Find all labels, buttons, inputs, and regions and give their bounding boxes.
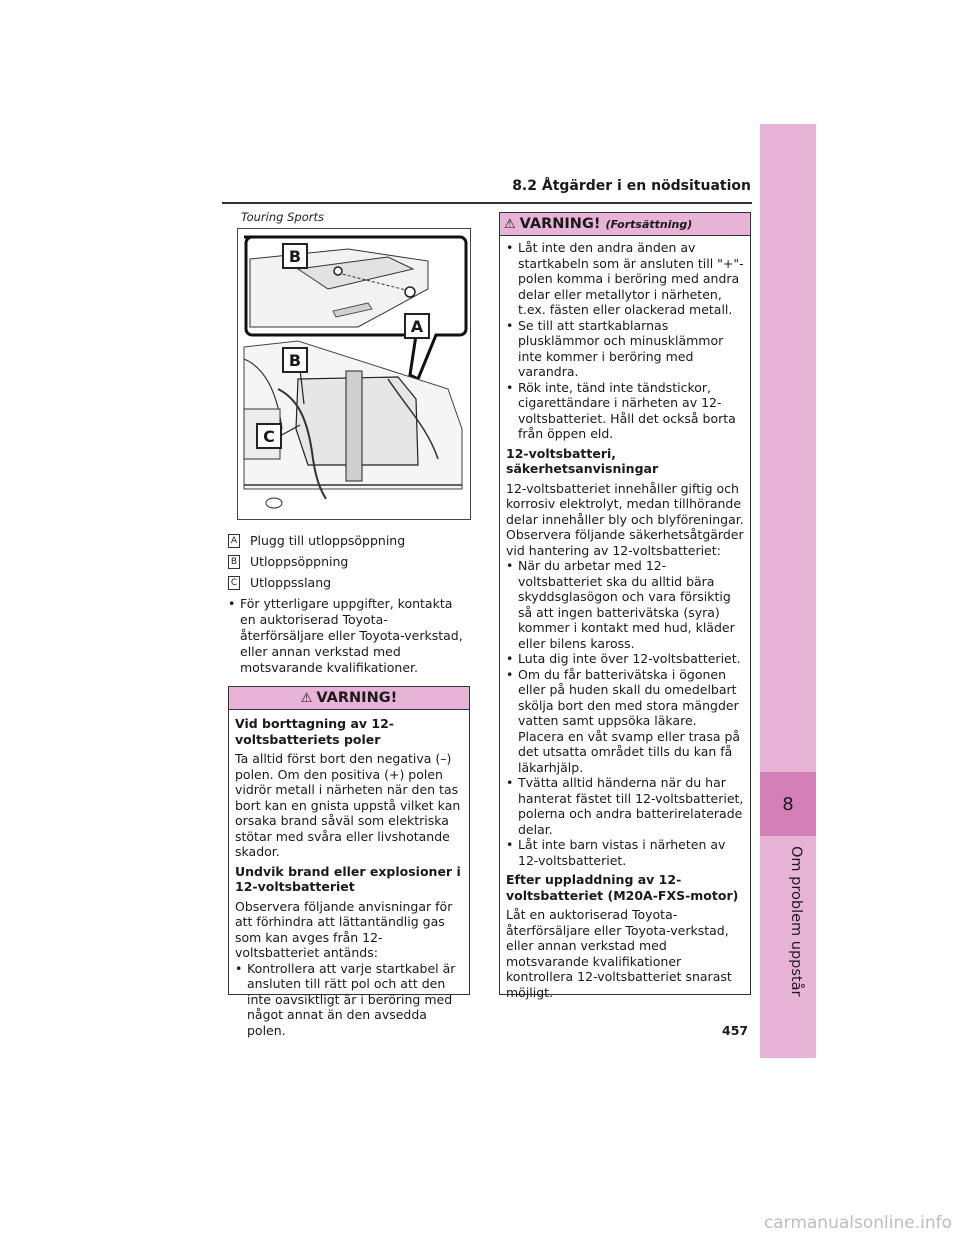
callout-b-mid: B bbox=[282, 347, 308, 373]
warning-bullet bbox=[235, 961, 463, 1039]
battery-illustration bbox=[237, 228, 471, 520]
legend-item-b bbox=[228, 554, 348, 569]
warning-heading-safety: 12-voltsbatteri, säkerhetsanvisningar bbox=[506, 445, 659, 476]
warning-para-fire: Observera följande anvisningar för att förhindra att lättantändlig gas som kan avges från 12-voltsbatteriet antänds: bbox=[235, 898, 453, 960]
warning-heading-fire: Undvik brand eller explosioner i 12-voltsbatteriet bbox=[235, 863, 461, 894]
legend-text-b: Utloppsöppning bbox=[250, 554, 349, 569]
warning-icon: ⚠ bbox=[504, 216, 516, 232]
warning-bullet: • Tvätta alltid händerna när du har hanterat fästet till 12-voltsbatteriet, polerna och andra batterirelaterade delar. bbox=[506, 775, 744, 837]
bullet-dot: • bbox=[235, 960, 243, 976]
warning-bullet: • Låt inte den andra änden av startkabeln som är ansluten till "+"-polen komma i beröring med andra delar eller metallytor i närheten, t.ex. fästen eller olackerad metall. bbox=[506, 240, 744, 317]
chapter-number: 8 bbox=[760, 772, 816, 836]
warning-para-poles: Ta alltid först bort den negativa (–) polen. Om den positiva (+) polen vidrör metall i närheten när den tas bort kan en gnista uppstå vilket kan orsaka brand såväl som elektriska stötar med svåra eller livshotande skador. bbox=[235, 751, 461, 859]
section-title: 8.2 Åtgärder i en nödsituation bbox=[512, 178, 751, 194]
warning-bullet: • När du arbetar med 12-voltsbatteriet ska du alltid bära skyddsglasögon och vara försiktig så att ingen batterivätska (syra) kommer i kontakt med hud, kläder eller bilens kaross. bbox=[506, 558, 744, 651]
legend-item-a bbox=[228, 533, 405, 548]
warning-bullet-text: Låt inte barn vistas i närheten av 12-voltsbatteriet. bbox=[518, 837, 726, 868]
warning-box-left bbox=[228, 686, 470, 1038]
warning-para-recharge: Låt en auktoriserad Toyota-återförsäljare eller Toyota-verkstad, eller annan verkstad med motsvarande kvalifikationer kontrollera 12-voltsbatteriet snarast möjligt. bbox=[506, 907, 732, 1000]
bullet-dot: • bbox=[228, 596, 236, 611]
warning-bullet-text: Kontrollera att varje startkabel är ansluten till rätt pol och att den inte oavsiktligt är i beröring med något annat än den avsedda polen. bbox=[247, 960, 456, 1038]
warning-bullet-text: Se till att startkablarnas plusklämmor och minusklämmor inte kommer i beröring med varandra. bbox=[518, 317, 724, 379]
header-divider bbox=[222, 202, 752, 204]
figure-caption: Touring Sports bbox=[241, 210, 324, 224]
warning-bullet: • Låt inte barn vistas i närheten av 12-voltsbatteriet. bbox=[506, 837, 744, 868]
callout-a: A bbox=[404, 313, 430, 339]
warning-bullet-text: Tvätta alltid händerna när du har hanterat fästet till 12-voltsbatteriet, polerna och andra batterirelaterade delar. bbox=[518, 775, 744, 837]
warning-bullet: • Om du får batterivätska i ögonen eller på huden skall du omedelbart skölja bort den med stora mängder vatten samt uppsöka läkare. Placera en våt svamp eller trasa på det utsatta området tills du kan få läkarhjälp. bbox=[506, 667, 744, 776]
warning-title-right: VARNING! bbox=[519, 216, 601, 232]
warning-bullet-text: Om du får batterivätska i ögonen eller på huden skall du omedelbart skölja bort den med stora mängder vatten samt uppsöka läkare. Placera en våt svamp eller trasa på det utsatta området tills du kan få läkarhjälp. bbox=[518, 666, 741, 775]
legend-text-a: Plugg till utloppsöppning bbox=[250, 533, 406, 548]
warning-heading-poles: Vid borttagning av 12-voltsbatteriets poler bbox=[235, 716, 394, 747]
warning-subtitle-right: (Fortsättning) bbox=[605, 217, 693, 231]
legend-item-c bbox=[228, 575, 331, 590]
warning-body-left bbox=[229, 710, 469, 1038]
warning-bullet: • Se till att startkablarnas plusklämmor och minusklämmor inte kommer i beröring med varandra. bbox=[506, 318, 744, 380]
warning-para-safety: 12-voltsbatteriet innehåller giftig och korrosiv elektrolyt, medan tillhörande delar innehåller bly och blyföreningar. Observera följande säkerhetsåtgärder vid hantering av 12-voltsbatteriet: bbox=[506, 480, 744, 558]
legend-key-b: B bbox=[228, 555, 240, 569]
callout-b-top: B bbox=[282, 243, 308, 269]
warning-box-right bbox=[499, 212, 751, 1000]
contact-dealer-note bbox=[228, 596, 468, 676]
warning-bullet-text: När du arbetar med 12-voltsbatteriet ska du alltid bära skyddsglasögon och vara försiktig så att ingen batterivätska (syra) kommer i kontakt med hud, kläder eller bilens kaross. bbox=[518, 558, 735, 651]
warning-icon: ⚠ bbox=[300, 690, 313, 706]
legend-text-c: Utloppsslang bbox=[250, 575, 332, 590]
callout-c: C bbox=[256, 423, 282, 449]
chapter-label: Om problem uppstår bbox=[788, 846, 804, 997]
warning-bullet: • Luta dig inte över 12-voltsbatteriet. bbox=[506, 651, 744, 667]
warning-header-left bbox=[229, 687, 469, 710]
warning-body-right bbox=[500, 236, 750, 1000]
watermark: carmanualsonline.info bbox=[763, 1213, 952, 1233]
warning-header-right bbox=[500, 213, 750, 236]
legend-key-a: A bbox=[228, 534, 240, 548]
warning-bullet: • Rök inte, tänd inte tändstickor, cigarettändare i närheten av 12-voltsbatteriet. Håll det också borta från öppen eld. bbox=[506, 380, 744, 442]
warning-title-left: VARNING! bbox=[316, 690, 398, 706]
warning-bullet-text: Rök inte, tänd inte tändstickor, cigarettändare i närheten av 12-voltsbatteriet. Håll det också borta från öppen eld. bbox=[518, 379, 736, 441]
legend-key-c: C bbox=[228, 576, 240, 590]
battery-drawing bbox=[238, 229, 470, 519]
warning-heading-recharge: Efter uppladdning av 12-voltsbatteriet (M20A-FXS-motor) bbox=[506, 872, 739, 903]
page-number: 457 bbox=[722, 1023, 749, 1038]
battery-clamp bbox=[346, 371, 362, 481]
warning-bullet-text: Låt inte den andra änden av startkabeln som är ansluten till "+"-polen komma i beröring med andra delar eller metallytor i närheten, t.ex. fästen eller olackerad metall. bbox=[518, 240, 744, 317]
warning-bullet-text: Luta dig inte över 12-voltsbatteriet. bbox=[518, 651, 741, 666]
bullet-text: För ytterligare uppgifter, kontakta en auktoriserad Toyota-återförsäljare eller Toyota-verkstad, eller annan verkstad med motsvarande kvalifikationer. bbox=[240, 596, 463, 675]
